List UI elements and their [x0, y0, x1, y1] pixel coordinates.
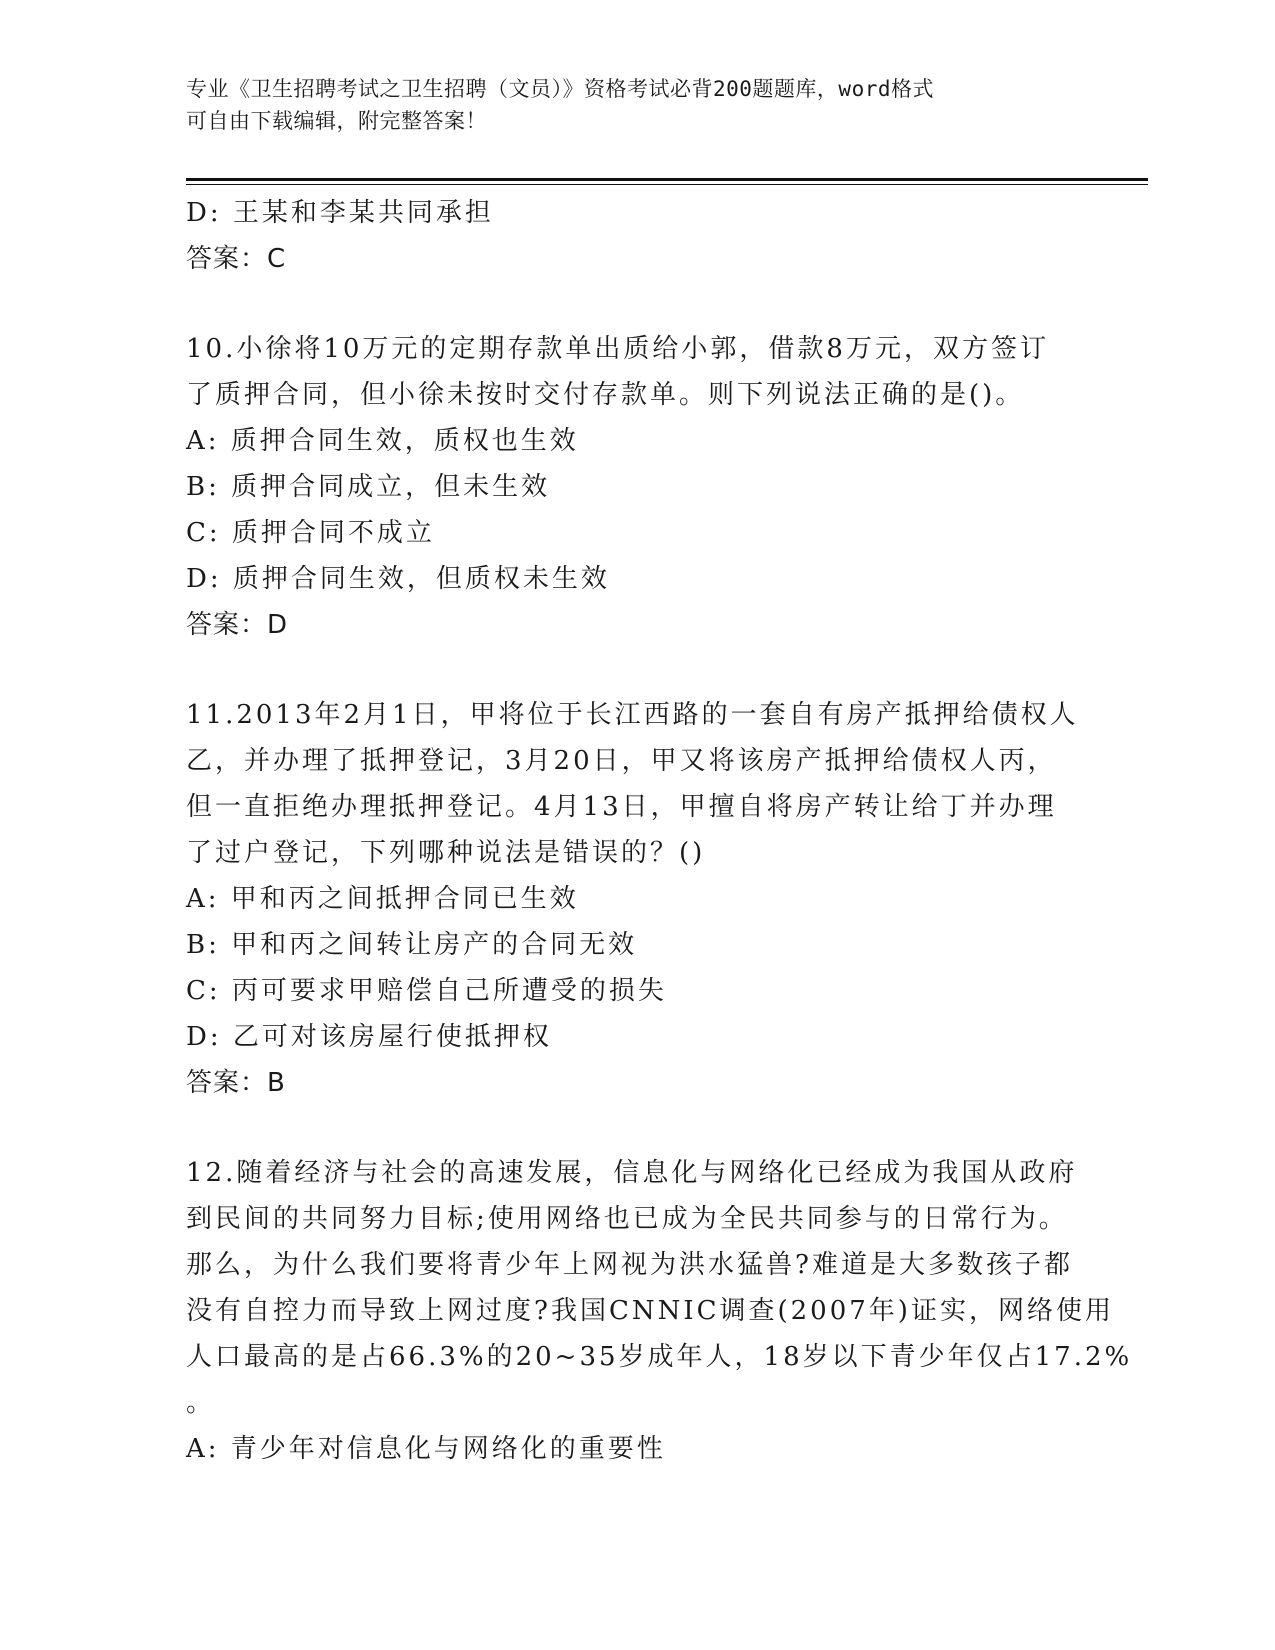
header-rule-thick [186, 178, 1148, 181]
question-stem-line: 11.2013年2月1日，甲将位于长江西路的一套自有房产抵押给债权人 [186, 700, 1079, 730]
answer-line: 答案：D [186, 610, 289, 640]
question-stem-line: 了质押合同，但小徐未按时交付存款单。则下列说法正确的是()。 [186, 380, 1025, 410]
question-stem-line: 12.随着经济与社会的高速发展，信息化与网络化已经成为我国从政府 [186, 1158, 1078, 1188]
spacer [186, 282, 1086, 326]
question-stem-line: 人口最高的是占66.3%的20~35岁成年人，18岁以下青少年仅占17.2% [186, 1342, 1133, 1372]
document-header [186, 73, 1066, 137]
option-b: B: 质押合同成立，但未生效 [186, 472, 551, 502]
option-a: A: 甲和丙之间抵押合同已生效 [186, 884, 579, 914]
option-a: A: 质押合同生效，质权也生效 [186, 426, 579, 456]
header-line-2: 可自由下载编辑，附完整答案！ [186, 109, 487, 133]
spacer [186, 1106, 1086, 1150]
question-stem-line: 那么，为什么我们要将青少年上网视为洪水猛兽?难道是大多数孩子都 [186, 1250, 1073, 1280]
question-stem-line: 了过户登记，下列哪种说法是错误的？() [186, 838, 706, 868]
option-d: D: 质押合同生效，但质权未生效 [186, 564, 610, 594]
question-12 [186, 1150, 1133, 1472]
question-9-tail [186, 190, 1086, 282]
option-d: D: 王某和李某共同承担 [186, 198, 494, 228]
question-11 [186, 692, 1086, 1106]
spacer [186, 648, 1086, 692]
question-stem-line: 10.小徐将10万元的定期存款单出质给小郭，借款8万元，双方签订 [186, 334, 1049, 364]
answer-line: 答案：B [186, 1068, 286, 1098]
header-rule-thin [186, 184, 1148, 185]
question-10 [186, 326, 1086, 648]
question-stem-line: 乙，并办理了抵押登记，3月20日，甲又将该房产抵押给债权人丙， [186, 746, 1057, 776]
header-line-1: 专业《卫生招聘考试之卫生招聘（文员）》资格考试必背200题题库，word格式 [186, 77, 934, 101]
question-stem-line: 但一直拒绝办理抵押登记。4月13日，甲擅自将房产转让给丁并办理 [186, 792, 1057, 822]
question-content [186, 190, 1133, 1472]
question-stem-line: 。 [186, 1388, 216, 1418]
question-stem-line: 没有自控力而导致上网过度?我国CNNIC调查(2007年)证实，网络使用 [186, 1296, 1114, 1326]
option-a: A: 青少年对信息化与网络化的重要性 [186, 1434, 666, 1464]
option-c: C: 丙可要求甲赔偿自己所遭受的损失 [186, 976, 667, 1006]
option-b: B: 甲和丙之间转让房产的合同无效 [186, 930, 638, 960]
question-stem-line: 到民间的共同努力目标;使用网络也已成为全民共同参与的日常行为。 [186, 1204, 1068, 1234]
answer-line: 答案：C [186, 244, 287, 274]
option-d: D: 乙可对该房屋行使抵押权 [186, 1022, 552, 1052]
option-c: C: 质押合同不成立 [186, 518, 435, 548]
